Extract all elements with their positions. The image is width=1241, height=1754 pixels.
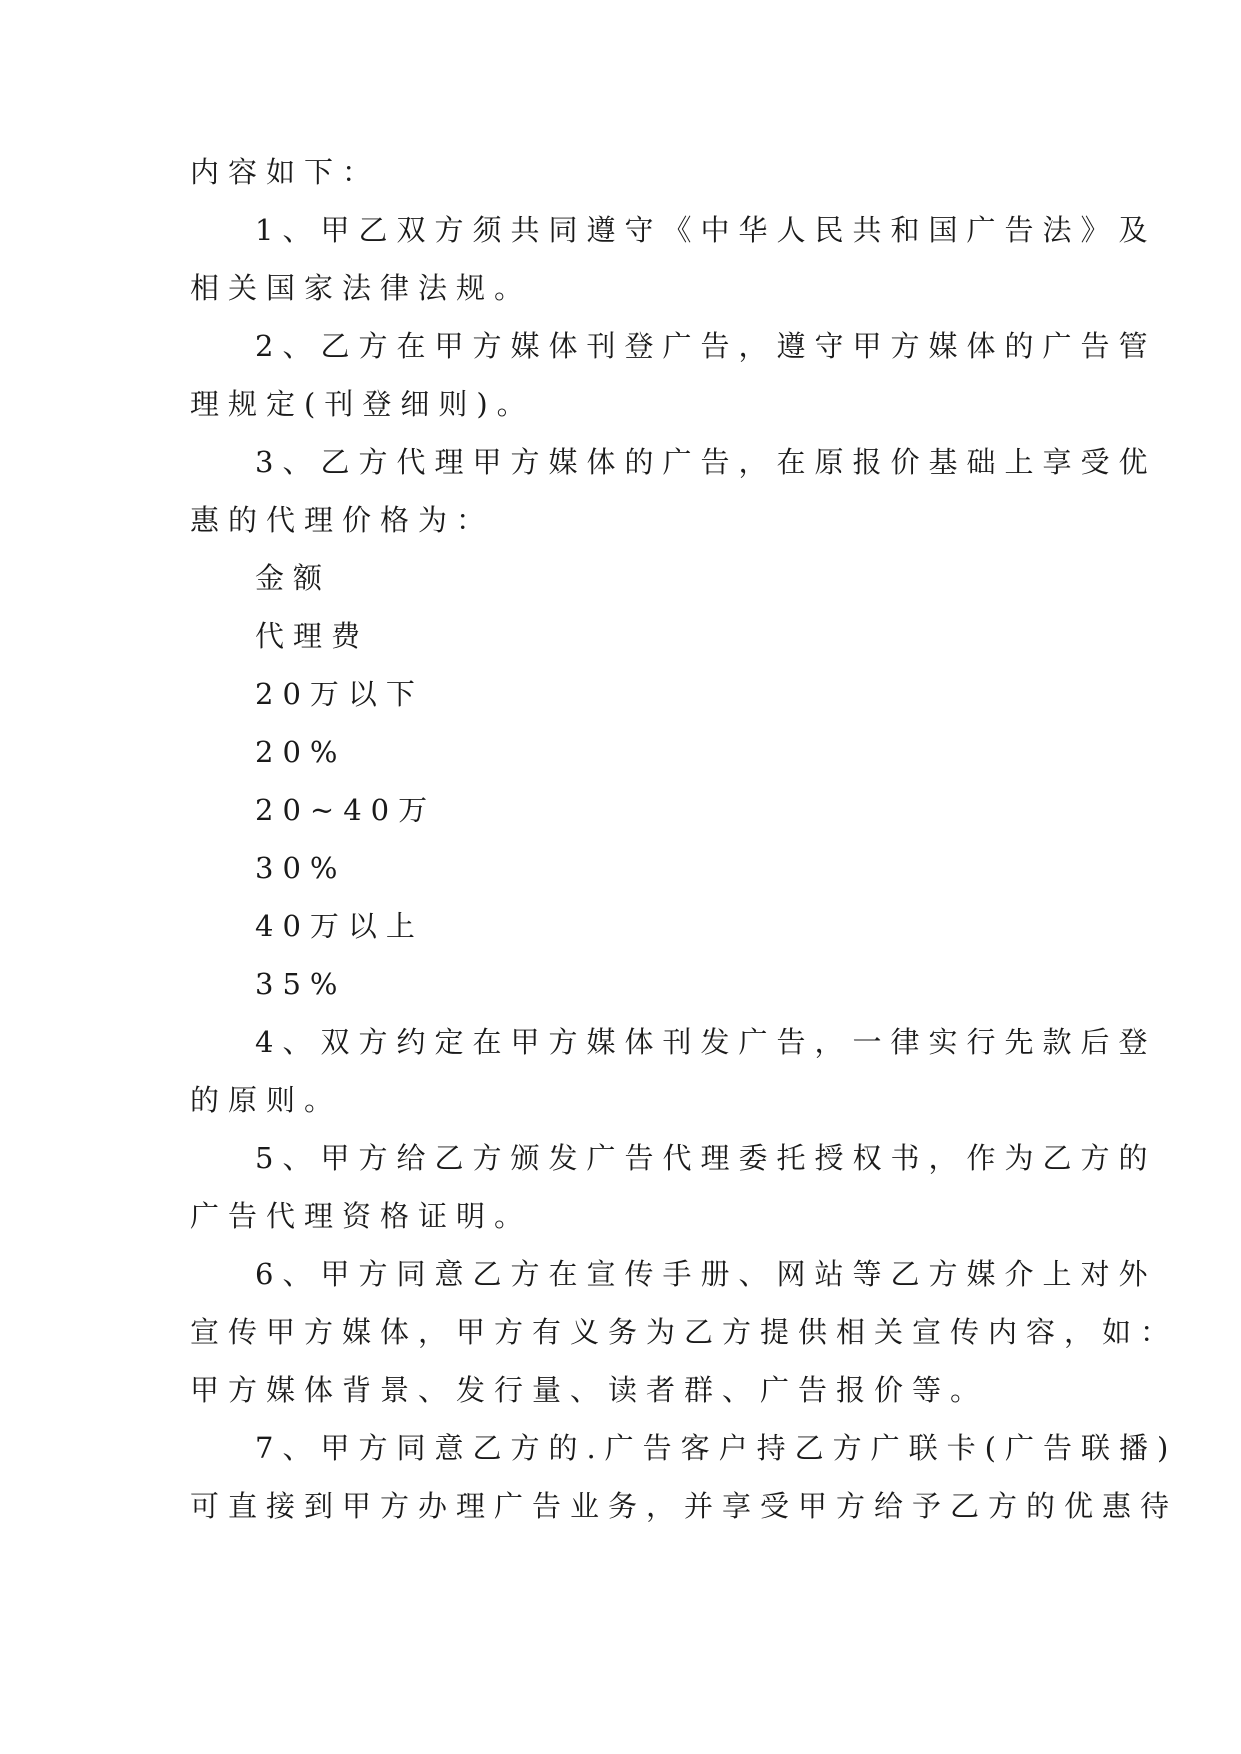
table-cell: 20%: [255, 735, 347, 769]
text-line: 2、乙方在甲方媒体刊登广告，遵守甲方媒体的广告管: [255, 329, 1157, 363]
text-line: 可直接到甲方办理广告业务，并享受甲方给予乙方的优惠待: [190, 1489, 1179, 1523]
table-cell: 20万以下: [255, 677, 424, 711]
table-cell: 代理费: [255, 619, 370, 653]
text-line: 4、双方约定在甲方媒体刊发广告，一律实行先款后登: [255, 1025, 1157, 1059]
text-line: 理规定(刊登细则)。: [190, 387, 535, 421]
table-cell: 30%: [255, 851, 347, 885]
text-line: 广告代理资格证明。: [190, 1199, 533, 1233]
text-line: 内容如下：: [190, 155, 381, 189]
text-line: 6、甲方同意乙方在宣传手册、网站等乙方媒介上对外: [255, 1257, 1157, 1291]
text-line: 宣传甲方媒体，甲方有义务为乙方提供相关宣传内容，如：: [190, 1315, 1179, 1349]
text-line: 甲方媒体背景、发行量、读者群、广告报价等。: [190, 1373, 989, 1407]
text-line: 的原则。: [190, 1083, 343, 1117]
text-line: 7、甲方同意乙方的.广告客户持乙方广联卡(广告联播): [255, 1431, 1178, 1465]
text-line: 3、乙方代理甲方媒体的广告，在原报价基础上享受优: [255, 445, 1157, 479]
text-line: 1、甲乙双方须共同遵守《中华人民共和国广告法》及: [255, 213, 1157, 247]
text-line: 5、甲方给乙方颁发广告代理委托授权书，作为乙方的: [255, 1141, 1157, 1175]
table-cell: 20~40万: [255, 793, 437, 827]
text-line: 惠的代理价格为：: [190, 503, 495, 537]
table-cell: 35%: [255, 967, 347, 1001]
text-line: 相关国家法律法规。: [190, 271, 533, 305]
table-cell: 40万以上: [255, 909, 424, 943]
table-cell: 金额: [255, 561, 332, 595]
